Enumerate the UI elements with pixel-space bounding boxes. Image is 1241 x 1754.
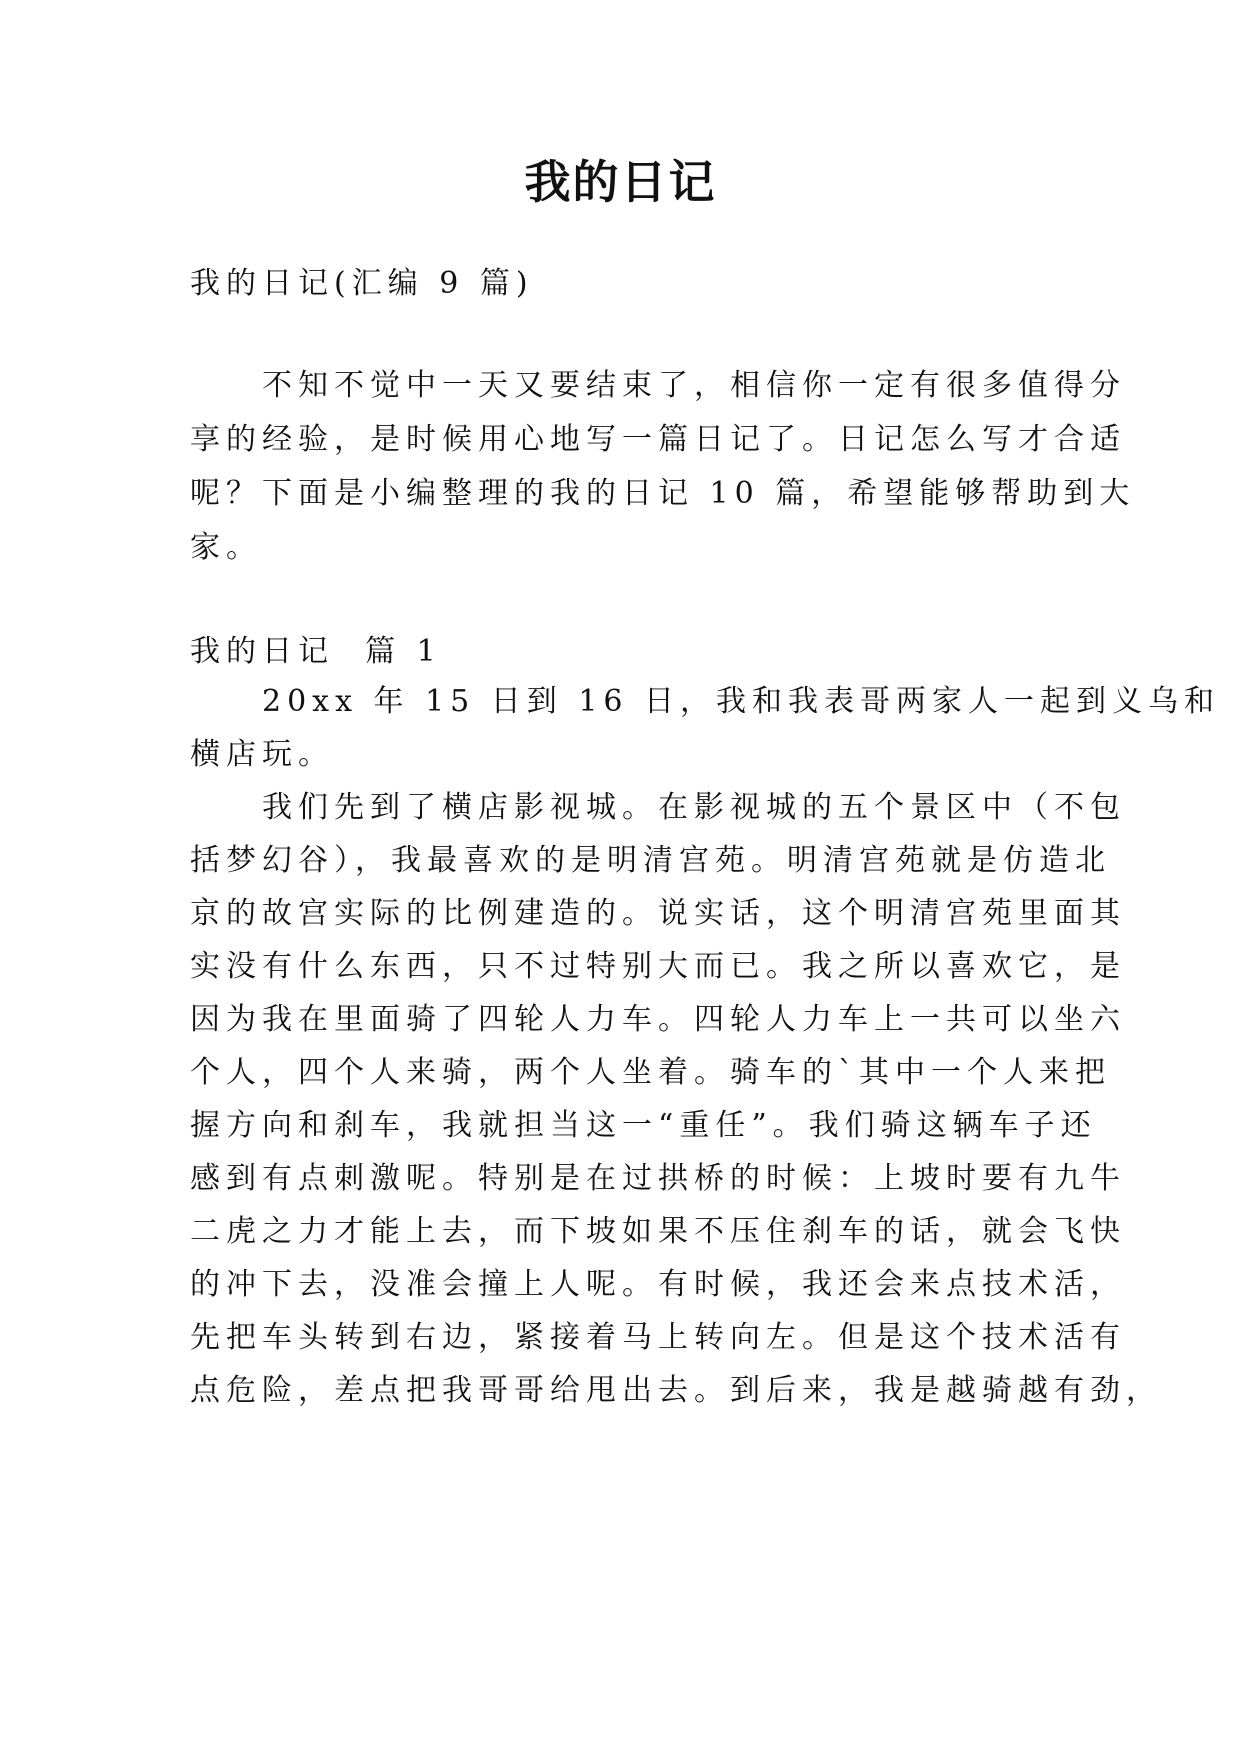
body-line: 20xx 年 15 日到 16 日，我和我表哥两家人一起到义乌和 [190, 684, 1221, 719]
intro-line: 呢？下面是小编整理的我的日记 10 篇，希望能够帮助到大 [190, 476, 1136, 511]
intro-line: 不知不觉中一天又要结束了，相信你一定有很多值得分 [190, 368, 1126, 403]
intro-line: 家。 [190, 530, 262, 565]
section-heading: 我的日记 篇 1 [190, 634, 442, 669]
body-line: 括梦幻谷），我最喜欢的是明清宫苑。明清宫苑就是仿造北 [190, 843, 1111, 878]
document-title: 我的日记 [524, 155, 717, 209]
body-line: 京的故宫实际的比例建造的。说实话，这个明清宫苑里面其 [190, 896, 1126, 931]
body-line: 因为我在里面骑了四轮人力车。四轮人力车上一共可以坐六 [190, 1002, 1126, 1037]
intro-line: 享的经验，是时候用心地写一篇日记了。日记怎么写才合适 [190, 422, 1126, 457]
body-line: 二虎之力才能上去，而下坡如果不压住刹车的话，就会飞快 [190, 1214, 1126, 1249]
body-line: 实没有什么东西，只不过特别大而已。我之所以喜欢它，是 [190, 949, 1126, 984]
body-line: 感到有点刺激呢。特别是在过拱桥的时候：上坡时要有九牛 [190, 1161, 1126, 1196]
body-line: 的冲下去，没准会撞上人呢。有时候，我还会来点技术活， [190, 1267, 1126, 1302]
body-line: 先把车头转到右边，紧接着马上转向左。但是这个技术活有 [190, 1320, 1126, 1355]
body-line: 个人，四个人来骑，两个人坐着。骑车的`其中一个人来把 [190, 1055, 1111, 1090]
body-line: 点危险，差点把我哥哥给甩出去。到后来，我是越骑越有劲， [190, 1373, 1162, 1408]
body-line: 握方向和刹车，我就担当这一“重任”。我们骑这辆车子还 [190, 1108, 1097, 1143]
document-subtitle: 我的日记(汇编 9 篇) [190, 266, 534, 301]
body-line: 我们先到了横店影视城。在影视城的五个景区中（不包 [190, 790, 1126, 825]
body-line: 横店玩。 [190, 737, 334, 772]
